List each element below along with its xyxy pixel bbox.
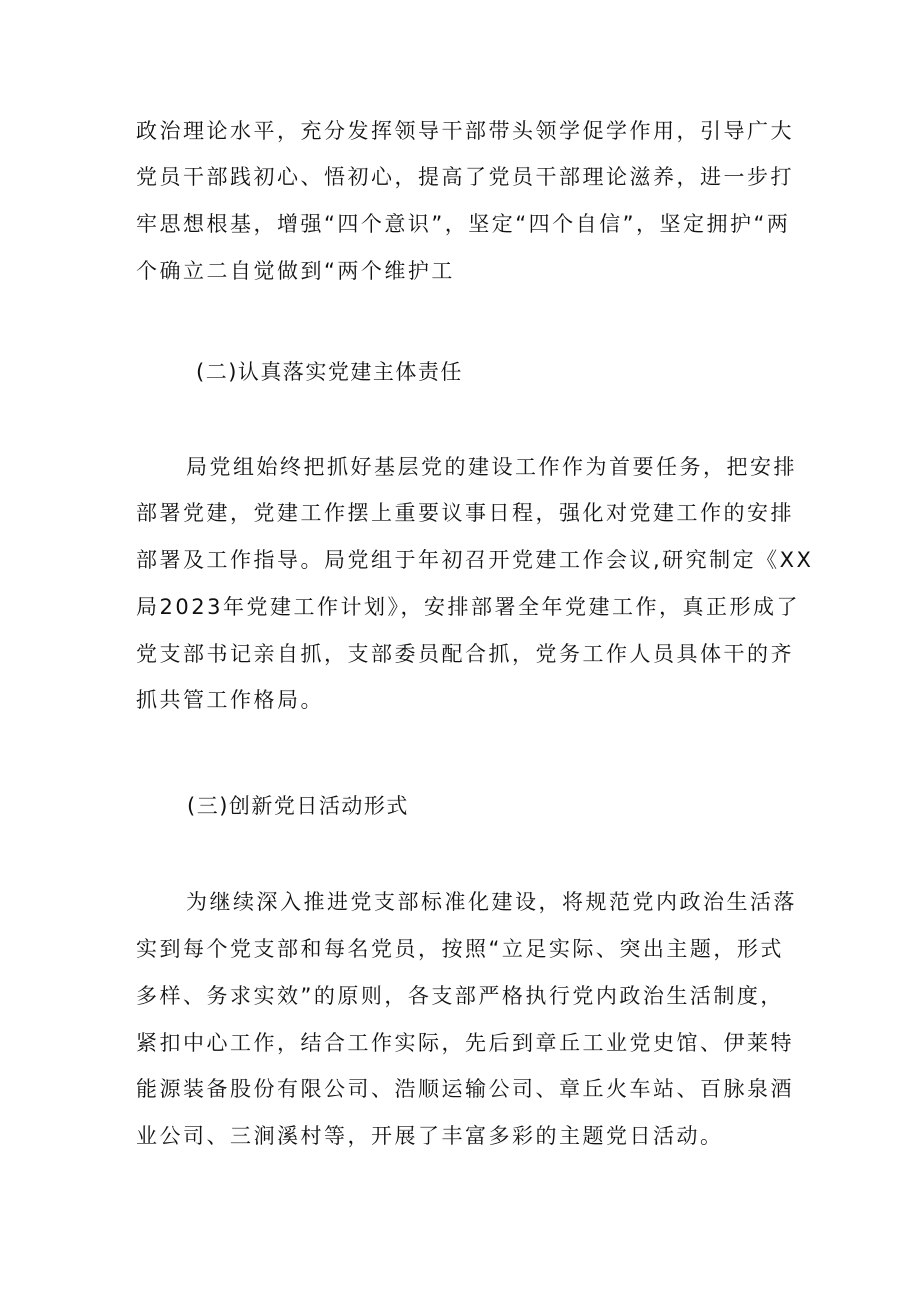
paragraph-line: 能源装备股份有限公司、浩顺运输公司、章丘火车站、百脉泉酒: [136, 1077, 794, 1101]
paragraph-line: 紧扣中心工作，结合工作实际，先后到章丘工业党史馆、伊莱特: [136, 1031, 794, 1055]
paragraph-line: 部署及工作指导。局党组于年初召开党建工作会议,研究制定《XX: [136, 548, 814, 572]
paragraph-line: 多样、务求实效”的原则，各支部严格执行党内政治生活制度，: [136, 984, 784, 1008]
paragraph-line: 为继续深入推进党支部标准化建设，将规范党内政治生活落: [186, 890, 797, 914]
paragraph-line: 局2023年党建工作计划》，安排部署全年党建工作，真正形成了: [136, 595, 800, 619]
paragraph-line: 局党组始终把抓好基层党的建设工作作为首要任务，把安排: [186, 455, 797, 479]
paragraph-line: 实到每个党支部和每名党员，按照“立足实际、突出主题，形式: [136, 937, 784, 961]
paragraph-line: 牢思想根基，增强“四个意识”，坚定“四个自信”，坚定拥护“两: [136, 212, 791, 236]
paragraph-line: 个确立二自觉做到“两个维护工: [136, 259, 455, 283]
paragraph-line: 政治理论水平，充分发挥领导干部带头领学促学作用，引导广大: [136, 119, 794, 143]
paragraph-line: 业公司、三涧溪村等，开展了丰富多彩的主题党日活动。: [136, 1124, 724, 1148]
paragraph-line: 党员干部践初心、悟初心，提高了党员干部理论滋养，进一步打: [136, 165, 794, 189]
paragraph-line: 部署党建，党建工作摆上重要议事日程，强化对党建工作的安排: [136, 501, 794, 525]
paragraph-line: 党支部书记亲自抓，支部委员配合抓，党务工作人员具体干的齐: [136, 642, 794, 666]
section-heading-3: (三)创新党日活动形式: [187, 794, 409, 818]
section-heading-2: (二)认真落实党建主体责任: [196, 360, 463, 384]
paragraph-line: 抓共管工作格局。: [136, 688, 324, 712]
